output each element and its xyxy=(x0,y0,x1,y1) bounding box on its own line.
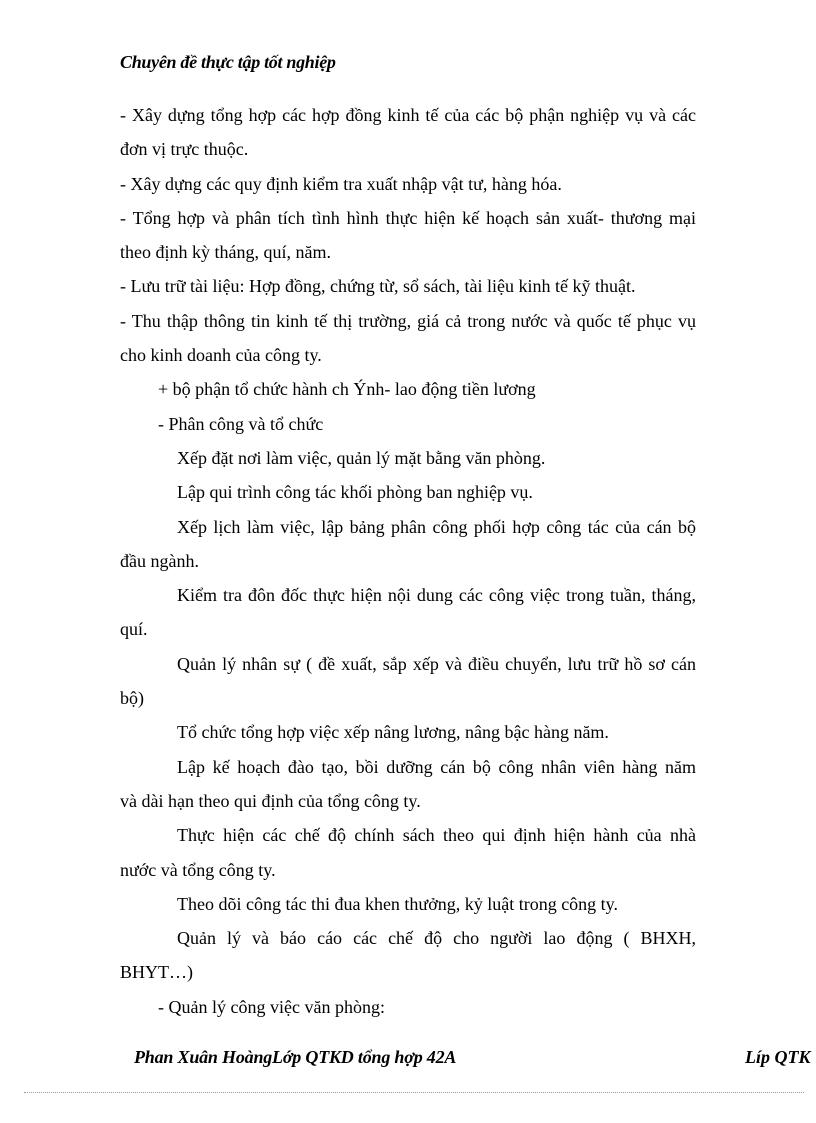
text-line: - Lưu trữ tài liệu: Hợp đồng, chứng từ, sổ sách, tài liệu kinh tế kỹ thuật. xyxy=(120,276,636,297)
text-line: Quản lý nhân sự ( đề xuất, sắp xếp và điều chuyển, lưu trữ hồ sơ cán xyxy=(177,653,696,674)
text-line: - Xây dựng tổng hợp các hợp đồng kinh tế của các bộ phận nghiệp vụ và các xyxy=(120,105,696,125)
text-line: đơn vị trực thuộc. xyxy=(120,139,249,160)
text-line: cho kinh doanh của công ty. xyxy=(120,345,322,366)
text-line: + bộ phận tổ chức hành ch Ýnh- lao động tiền lương xyxy=(158,379,536,400)
text-line: nước và tổng công ty. xyxy=(120,859,276,880)
text-line: quí. xyxy=(120,619,148,640)
text-line: BHYT…) xyxy=(120,962,193,983)
text-line: Theo dõi công tác thi đua khen thưởng, kỷ luật trong công ty. xyxy=(177,893,619,914)
page-header: Chuyên đề thực tập tốt nghiệp xyxy=(120,52,336,72)
page-footer-left: Phan Xuân HoàngLớp QTKD tổng hợp 42A xyxy=(134,1047,457,1067)
text-line: Kiểm tra đôn đốc thực hiện nội dung các công việc trong tuần, tháng, xyxy=(177,585,696,606)
text-line: Thực hiện các chế độ chính sách theo qui định hiện hành của nhà xyxy=(177,825,696,846)
document-body xyxy=(120,98,696,1024)
text-line: Lập kế hoạch đào tạo, bồi dưỡng cán bộ công nhân viên hàng năm xyxy=(177,756,696,777)
text-line: Lập qui trình công tác khối phòng ban nghiệp vụ. xyxy=(177,482,533,503)
page-bottom-divider xyxy=(24,1092,804,1093)
page-footer-right: Líp QTK xyxy=(745,1047,811,1067)
text-line: - Thu thập thông tin kinh tế thị trường, giá cả trong nước và quốc tế phục vụ xyxy=(120,310,696,331)
text-line: - Phân công và tổ chức xyxy=(158,413,324,434)
text-line: Xếp lịch làm việc, lập bảng phân công phối hợp công tác của cán bộ xyxy=(177,516,696,537)
text-line: đầu ngành. xyxy=(120,550,199,571)
text-line: theo định kỳ tháng, quí, năm. xyxy=(120,242,331,263)
text-line: - Quản lý công việc văn phòng: xyxy=(158,996,385,1017)
text-line: bộ) xyxy=(120,688,144,709)
text-line: Tổ chức tổng hợp việc xếp nâng lương, nâng bậc hàng năm. xyxy=(177,722,609,743)
text-line: - Xây dựng các quy định kiểm tra xuất nhập vật tư, hàng hóa. xyxy=(120,173,562,194)
text-line: Quản lý và báo cáo các chế độ cho người lao động ( BHXH, xyxy=(177,928,696,949)
text-line: và dài hạn theo qui định của tổng công ty. xyxy=(120,790,421,811)
text-line: Xếp đặt nơi làm việc, quản lý mặt bằng văn phòng. xyxy=(177,447,546,468)
text-line: - Tổng hợp và phân tích tình hình thực hiện kế hoạch sản xuất- thương mại xyxy=(120,207,696,228)
